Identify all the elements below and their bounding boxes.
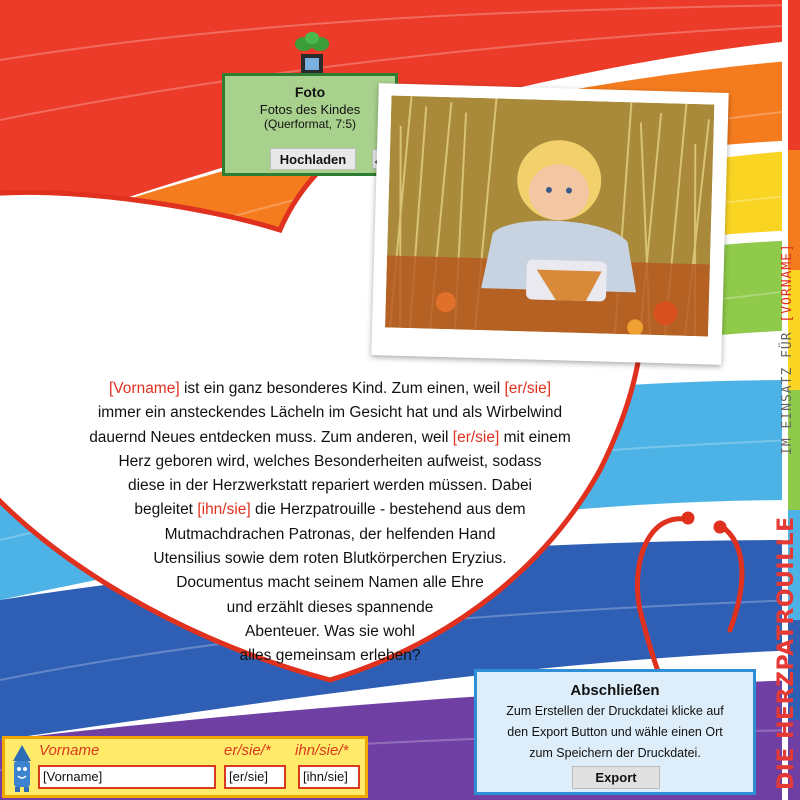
story-segment: begleitet — [134, 501, 198, 519]
story-line — [40, 401, 620, 425]
upload-button[interactable]: Hochladen — [270, 148, 356, 170]
story-segment: mit einem — [499, 428, 571, 446]
pronoun-subject-input[interactable]: [er/sie] — [224, 765, 286, 789]
photo-title: Foto — [294, 84, 326, 100]
story-line — [40, 571, 620, 595]
finish-line-2: den Export Button und wähle einen Ort — [507, 725, 723, 739]
finish-line-1: Zum Erstellen der Druckdatei klicke auf — [506, 704, 724, 718]
finish-panel — [474, 669, 756, 795]
story-line — [40, 450, 620, 474]
export-button[interactable]: Export — [572, 766, 660, 789]
child-photo-frame — [371, 83, 728, 365]
story-line — [40, 498, 620, 522]
story-segment: Mutmachdrachen Patronas, der helfenden Hand — [164, 525, 496, 543]
story-line — [40, 474, 620, 498]
story-line — [40, 547, 620, 571]
series-title: DIE HERZPATROUILLE — [774, 516, 799, 790]
dedication-name: [VORNAME] — [780, 243, 795, 323]
story-segment: ist ein ganz besonderes Kind. Zum einen, weil — [179, 380, 505, 397]
dedication-text — [780, 243, 795, 455]
story-text — [40, 377, 620, 669]
finish-instructions — [477, 701, 753, 764]
story-segment: Documentus macht seinem Namen alle Ehre — [176, 574, 484, 592]
pronoun-object-input[interactable]: [ihn/sie] — [298, 765, 360, 789]
story-placeholder: [er/sie] — [504, 380, 551, 397]
finish-line-3: zum Speichern der Druckdatei. — [529, 746, 701, 760]
mascot-icon — [9, 743, 35, 793]
pronoun-subject-label: er/sie/* — [224, 742, 271, 759]
story-placeholder: [ihn/sie] — [197, 501, 251, 519]
child-photo — [385, 96, 714, 337]
dedication-prefix: IM EINSATZ FÜR — [780, 322, 795, 455]
story-segment: Utensilius sowie dem roten Blutkörperchen Eryzius. — [153, 550, 507, 568]
story-segment: Abenteuer. Was sie wohl — [244, 622, 415, 640]
story-segment: alles gemeinsam erleben? — [239, 647, 421, 665]
story-line — [40, 596, 620, 620]
photo-description: Fotos des Kindes — [259, 102, 361, 117]
photo-upload-panel — [222, 73, 398, 176]
vorname-label: Vorname — [39, 742, 100, 759]
story-line — [40, 426, 620, 450]
story-segment: immer ein ansteckendes Lächeln im Gesicht hat und als Wirbelwind — [97, 404, 563, 422]
story-segment: und erzählt dieses spannende — [226, 598, 434, 616]
plant-icon — [292, 30, 332, 78]
story-segment: Herz geboren wird, welches Besonderheiten aufweist, sodass — [118, 452, 542, 470]
story-line — [40, 620, 620, 644]
personalization-fields — [2, 736, 368, 798]
story-segment: die Herzpatrouille - bestehend aus dem — [250, 501, 526, 519]
side-title-strip — [770, 0, 800, 800]
story-placeholder: [Vorname] — [109, 380, 180, 397]
vorname-input[interactable]: [Vorname] — [38, 765, 216, 789]
story-line — [40, 523, 620, 547]
photo-format-hint: (Querformat, 7:5) — [263, 117, 357, 131]
finish-title: Abschließen — [570, 682, 660, 699]
story-line — [40, 644, 620, 668]
story-segment: diese in der Herzwerkstatt repariert werden müssen. Dabei — [127, 477, 533, 495]
story-placeholder: [er/sie] — [452, 428, 500, 446]
story-segment: dauernd Neues entdecken muss. Zum anderen, weil — [89, 428, 453, 446]
pronoun-object-label: ihn/sie/* — [295, 742, 349, 759]
story-line — [40, 377, 620, 401]
